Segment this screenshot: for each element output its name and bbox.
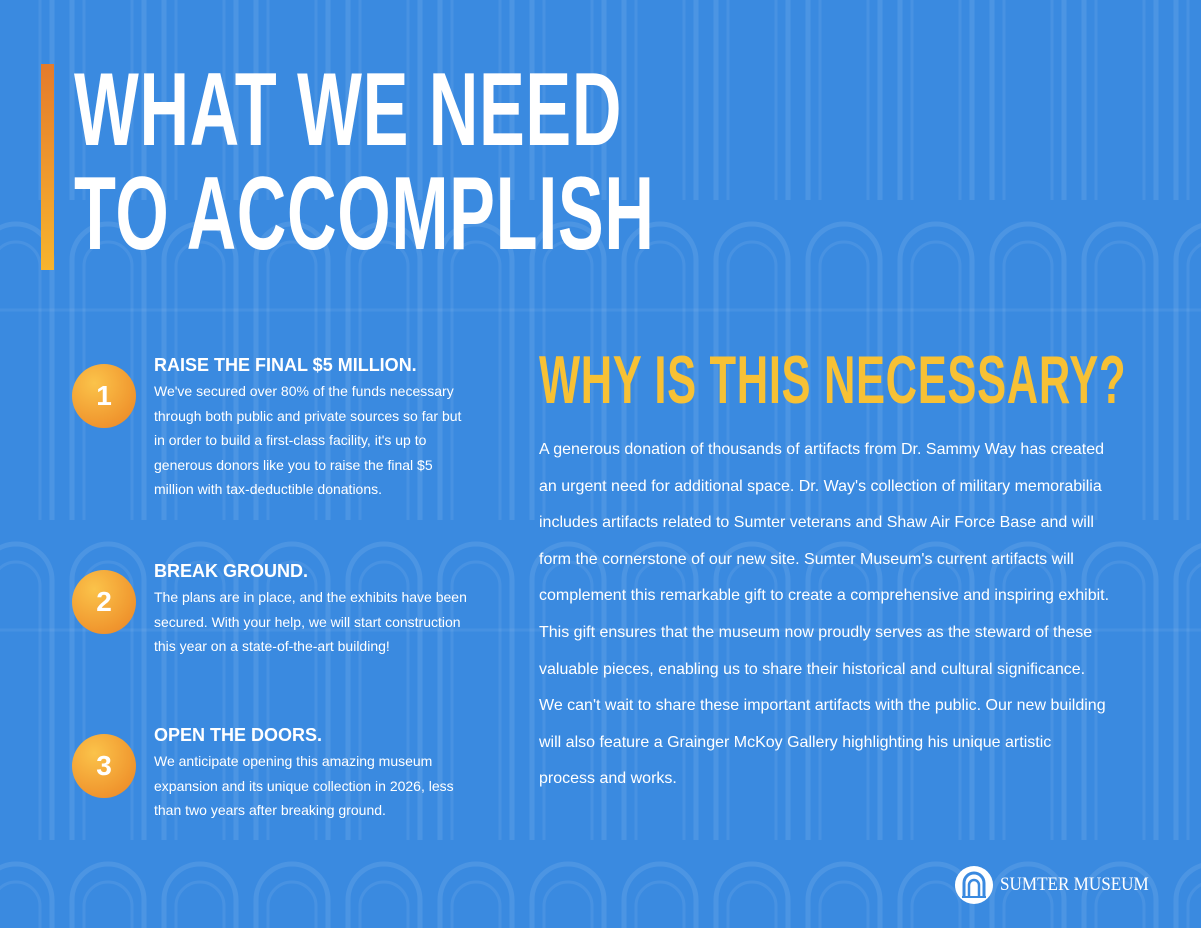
step-description: We anticipate opening this amazing museum expansion and its unique collection in 2026, less than two years after breaking ground. <box>154 753 454 818</box>
why-section-title: WHY IS THIS NECESSARY? <box>539 342 1127 418</box>
step-number-badge: 3 <box>72 734 136 798</box>
step-title: RAISE THE FINAL $5 MILLION. <box>154 355 417 375</box>
step-number-badge: 2 <box>72 570 136 634</box>
step-number-badge: 1 <box>72 364 136 428</box>
step-description: We've secured over 80% of the funds necessary through both public and private sources so far but in order to build a first-class facility, it's up to generous donors like you to raise the final $5 million with tax-deductible donations. <box>154 383 462 497</box>
sumter-museum-logo <box>955 866 1165 904</box>
museum-arch-icon <box>955 866 993 904</box>
page-title-line-1: WHAT WE NEED <box>74 52 623 168</box>
page-title-line-2: TO ACCOMPLISH <box>74 156 655 272</box>
logo-text: SUMTER MUSEUM <box>1000 874 1149 895</box>
title-accent-bar <box>41 64 54 270</box>
page-title <box>74 52 655 272</box>
step-title: BREAK GROUND. <box>154 561 309 581</box>
step-description: The plans are in place, and the exhibits have been secured. With your help, we will start construction this year on a state-of-the-art building! <box>154 589 467 654</box>
why-section-body: A generous donation of thousands of artifacts from Dr. Sammy Way has created an urgent need for additional space. Dr. Way's collection of military memorabilia includes artifacts related to Sumter veterans and Shaw Air Force Base and will form the cornerstone of our new site. Sumter Museum's current artifacts will complement this remarkable gift to create a comprehensive and inspiring exhibit. This gift ensures that the museum now proudly serves as the steward of these valuable pieces, enabling us to share their historical and cultural significance. We can't wait to share these important artifacts with the public. Our new building will also feature a Grainger McKoy Gallery highlighting his unique artistic process and works. <box>539 441 1110 788</box>
step-title: OPEN THE DOORS. <box>154 725 323 745</box>
